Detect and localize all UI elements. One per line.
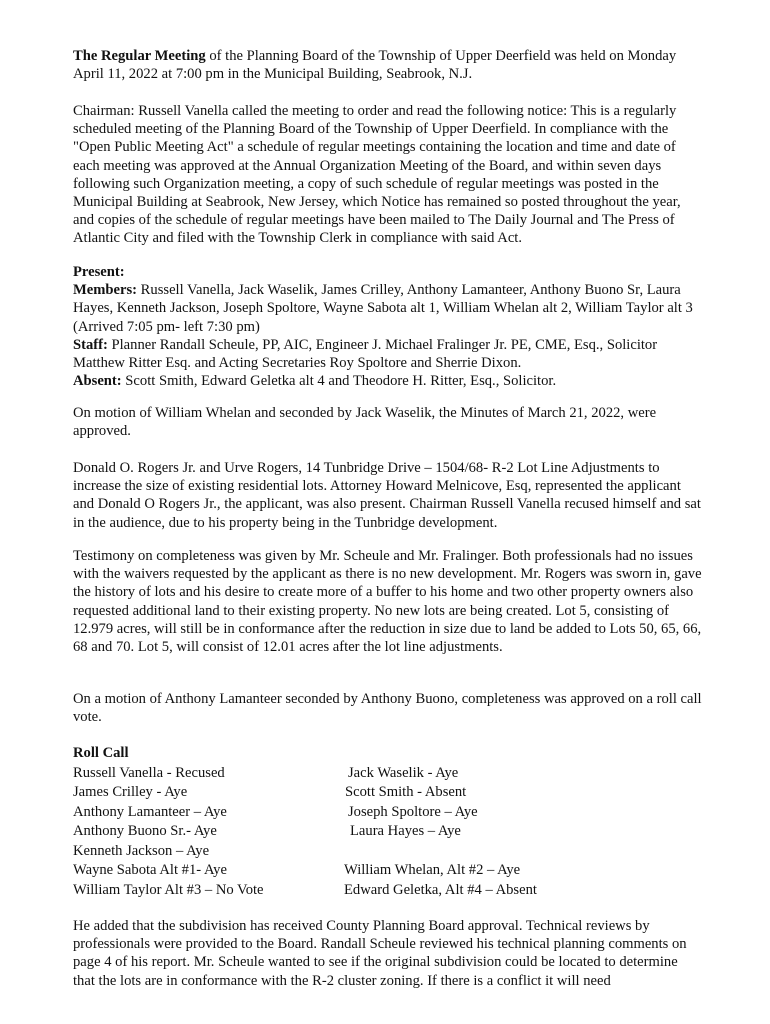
roll-call-row: [73, 764, 703, 784]
members-line: [73, 281, 703, 336]
intro-paragraph: [73, 47, 703, 83]
roll-call-right: Edward Geletka, Alt #4 – Absent: [344, 881, 537, 898]
absent-line: [73, 372, 703, 390]
members-label: Members:: [73, 282, 138, 299]
staff-label: Staff:: [73, 336, 108, 353]
chairman-notice-paragraph: Chairman: Russell Vanella called the meeting to order and read the following notice: This is a regularly scheduled meeting of the Planning Board of the Township of Upper Deerfield. In compliance with the "Open Public Meeting Act" a schedule of regular meetings containing the location and time and date of each meeting was approved at the Annual Organization Meeting of the Board, and within seven days following such Organization meeting, a copy of such schedule of regular meetings was posted in the Municipal Building at Seabrook, New Jersey, which Notice has remained so posted throughout the year, and copies of the schedule of regular meetings have been mailed to The Daily Journal and The Press of Atlantic City and filed with the Township Clerk in compliance with said Act.: [73, 103, 681, 247]
roll-call-row: [73, 822, 703, 842]
intro-lead: The Regular Meeting: [73, 48, 206, 64]
roll-call-heading: Roll Call: [73, 745, 129, 761]
attendance-block: [73, 263, 703, 390]
roll-call-left: Anthony Buono Sr.- Aye: [73, 823, 217, 839]
closing-paragraph: He added that the subdivision has received County Planning Board approval. Technical reviews by professionals were provided to the Board. Randall Scheule reviewed his technical planning comments on page 4 of his report. Mr. Scheule wanted to see if the original subdivision could be located to determine that the lots are in conformance with the R-2 cluster zoning. If there is a conflict it will need: [73, 918, 687, 989]
roll-call-row: [73, 783, 703, 803]
staff-text: Planner Randall Scheule, PP, AIC, Engineer J. Michael Fralinger Jr. PE, CME, Esq., Solicitor Matthew Ritter Esq. and Acting Secretaries Roy Spoltore and Sherrie Dixon.: [73, 336, 658, 372]
roll-call-left: William Taylor Alt #3 – No Vote: [73, 881, 264, 898]
roll-call-right: Joseph Spoltore – Aye: [348, 803, 478, 820]
roll-call-left: Anthony Lamanteer – Aye: [73, 803, 227, 820]
roll-call-left: Russell Vanella - Recused: [73, 764, 225, 781]
roll-call-right: Laura Hayes – Aye: [350, 823, 461, 839]
absent-text: Scott Smith, Edward Geletka alt 4 and Theodore H. Ritter, Esq., Solicitor.: [121, 373, 557, 390]
members-text: Russell Vanella, Jack Waselik, James Crilley, Anthony Lamanteer, Anthony Buono Sr, Laura Hayes, Kenneth Jackson, Joseph Spoltore, Wayne Sabota alt 1, William Whelan alt 2, William Taylor alt 3 (Arrived 7:05 pm- left 7:30 pm): [73, 282, 693, 335]
application-paragraph: Donald O. Rogers Jr. and Urve Rogers, 14 Tunbridge Drive – 1504/68- R-2 Lot Line Adjustments to increase the size of existing residential lots. Attorney Howard Melnicove, Esq, represented the applicant and Donald O Rogers Jr., the applicant, was also present. Chairman Russell Vanella recused himself and sat in the audience, due to his property being in the Tunbridge development.: [73, 460, 701, 531]
roll-call-left: Kenneth Jackson – Aye: [73, 842, 210, 859]
roll-call-row: [73, 861, 703, 881]
intro-rest: of the Planning Board of the Township of Upper Deerfield was held on Monday April 11, 2022 at 7:00 pm in the Municipal Building, Seabrook, N.J.: [73, 48, 677, 83]
absent-label: Absent:: [73, 373, 122, 390]
roll-call-heading-row: [73, 744, 703, 764]
minutes-motion-paragraph: On motion of William Whelan and seconded by Jack Waselik, the Minutes of March 21, 2022, were approved.: [73, 405, 657, 440]
roll-call-left: Wayne Sabota Alt #1- Aye: [73, 862, 227, 878]
roll-call-row: [73, 881, 703, 901]
roll-call-row: [73, 842, 703, 862]
roll-call-right: William Whelan, Alt #2 – Aye: [344, 862, 521, 878]
present-heading: Present:: [73, 264, 125, 280]
roll-call-right: Scott Smith - Absent: [345, 784, 467, 800]
roll-call-block: [73, 744, 703, 900]
roll-call-left: James Crilley - Aye: [73, 784, 188, 800]
roll-call-row: [73, 803, 703, 823]
completeness-motion-paragraph: On a motion of Anthony Lamanteer seconded by Anthony Buono, completeness was approved on a roll call vote.: [73, 691, 702, 726]
staff-line: [73, 336, 703, 372]
testimony-paragraph: Testimony on completeness was given by Mr. Scheule and Mr. Fralinger. Both professionals had no issues with the waivers requested by the applicant as there is no new development. Mr. Rogers was sworn in, gave the history of lots and his desire to create more of a buffer to his home and two other property owners also requested additional land to their existing property. No new lots are being created. Lot 5, consisting of 12.979 acres, will still be in conformance after the reduction in size due to land be added to Lots 50, 65, 66, 68 and 70. Lot 5, will consist of 12.01 acres after the lot line adjustments.: [73, 548, 702, 656]
roll-call-right: Jack Waselik - Aye: [348, 764, 459, 781]
